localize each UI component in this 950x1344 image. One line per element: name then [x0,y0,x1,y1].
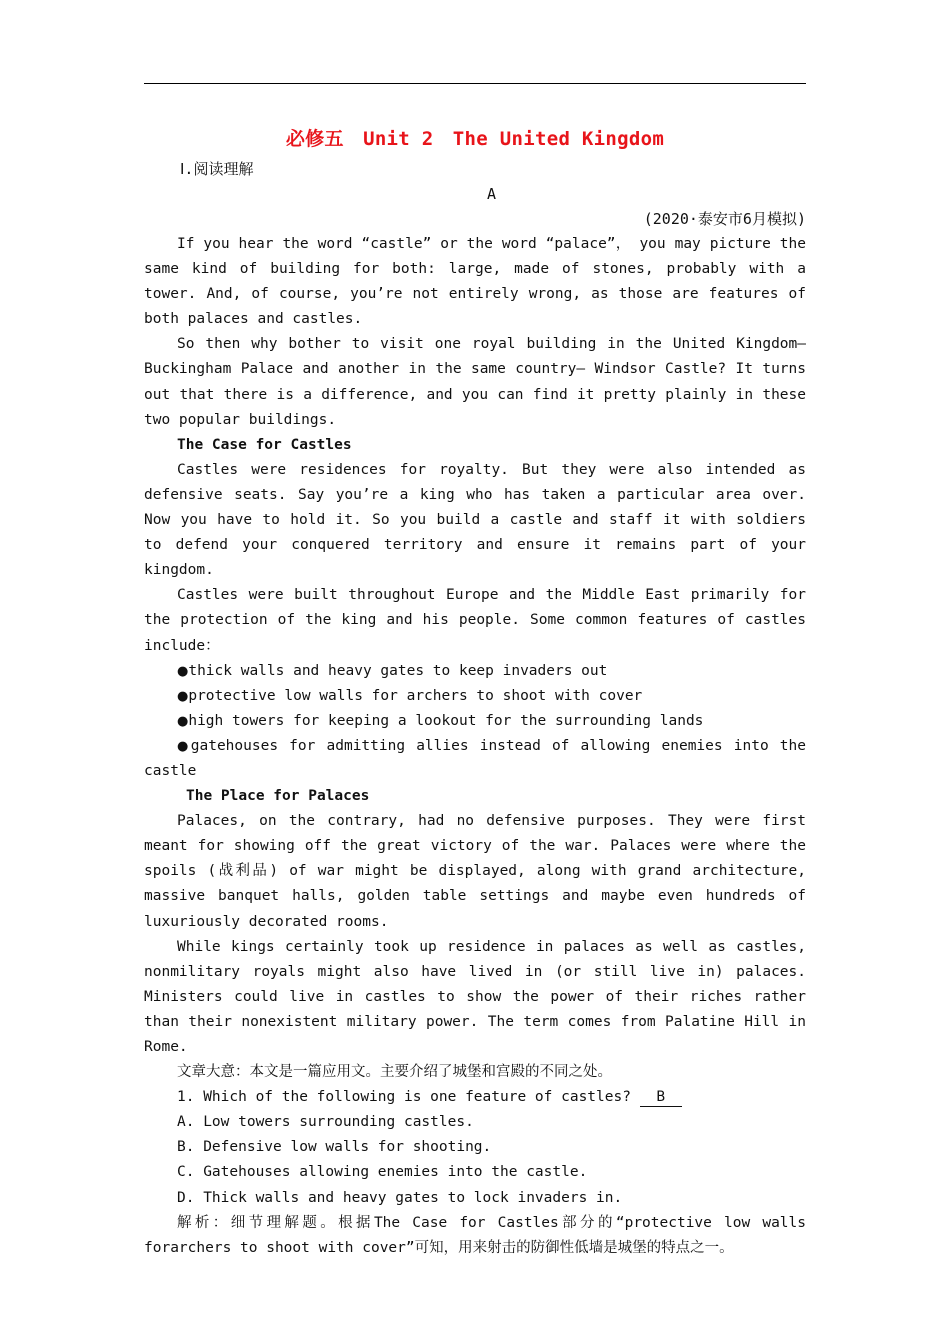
bullet-text: gatehouses for admitting allies instead of allowing enemies into the castle [144,737,807,779]
bullet-icon: ● [177,738,191,754]
bullet-item [144,734,806,784]
bullet-text: thick walls and heavy gates to keep invaders out [188,662,608,679]
bullet-text: protective low walls for archers to shoot with cover [188,687,643,704]
paragraph-1: If you hear the word “castle” or the word “palace”， you may picture the same kind of building for both: large, made of stones, probably with a tower. And, of course, you’re not entirely wrong, as those are features of both palaces and castles. [144,236,806,328]
option-a: A. Low towers surrounding castles. [177,1114,474,1131]
answer-blank: B [640,1088,682,1107]
section-label: Ⅰ.阅读理解 [180,160,254,178]
option-d: D. Thick walls and heavy gates to lock invaders in. [177,1189,623,1206]
option-b: B. Defensive low walls for shooting. [177,1139,492,1156]
paragraph-2: So then why bother to visit one royal building in the United Kingdom—Buckingham Palace and another in the same country— Windsor Castle? It turns out that there is a difference, and you can find it pretty plainly in these two popular buildings. [144,336,806,428]
heading-palaces: The Place for Palaces [186,788,370,805]
bullet-text: high towers for keeping a lookout for the surrounding lands [188,712,704,729]
bullet-item [144,659,806,684]
bullet-icon: ● [177,663,189,679]
header-rule [144,83,806,84]
bullet-item [144,684,806,709]
page-title: 必修五 Unit 2 The United Kingdom [285,128,665,150]
passage [144,232,806,1261]
paragraph-6: While kings certainly took up residence in palaces as well as castles, nonmilitary royals might also have lived in (or still live in) palaces. Ministers could live in castles to show the power of their riches rather than their nonexistent military power. The term comes from Palatine Hill in Rome. [144,938,806,1055]
heading-castles: The Case for Castles [177,436,352,453]
paragraph-5: Palaces, on the contrary, had no defensive purposes. They were first meant for showing off the great victory of the war. Palaces were where the spoils (战利品) of war might be displayed, along with grand architecture, massive banquet halls, golden table settings and maybe even hundreds of luxuriously decorated rooms. [144,813,806,930]
question-text: 1. Which of the following is one feature of castles? [177,1089,631,1106]
bullet-item [144,709,806,734]
bullet-icon: ● [177,688,189,704]
source-note: (2020·泰安市6月模拟) [643,210,806,228]
analysis: 解析：细节理解题。根据The Case for Castles部分的“protective low walls forarchers to shoot with cover”可知，用来射击的防御性低墙是城堡的特点之一。 [144,1214,806,1256]
bullet-icon: ● [177,713,189,729]
summary: 文章大意：本文是一篇应用文。主要介绍了城堡和宫殿的不同之处。 [177,1064,612,1081]
part-label: A [486,185,497,203]
paragraph-4: Castles were built throughout Europe and the Middle East primarily for the protection of the king and his people. Some common features of castles include： [144,587,806,654]
question-stem [144,1085,806,1110]
paragraph-3: Castles were residences for royalty. But they were also intended as defensive seats. Say you’re a king who has taken a particular area over. Now you have to hold it. So you build a castle and staff it with soldiers to defend your conquered territory and ensure it remains part of your kingdom. [144,461,806,579]
option-c: C. Gatehouses allowing enemies into the castle. [177,1164,588,1181]
